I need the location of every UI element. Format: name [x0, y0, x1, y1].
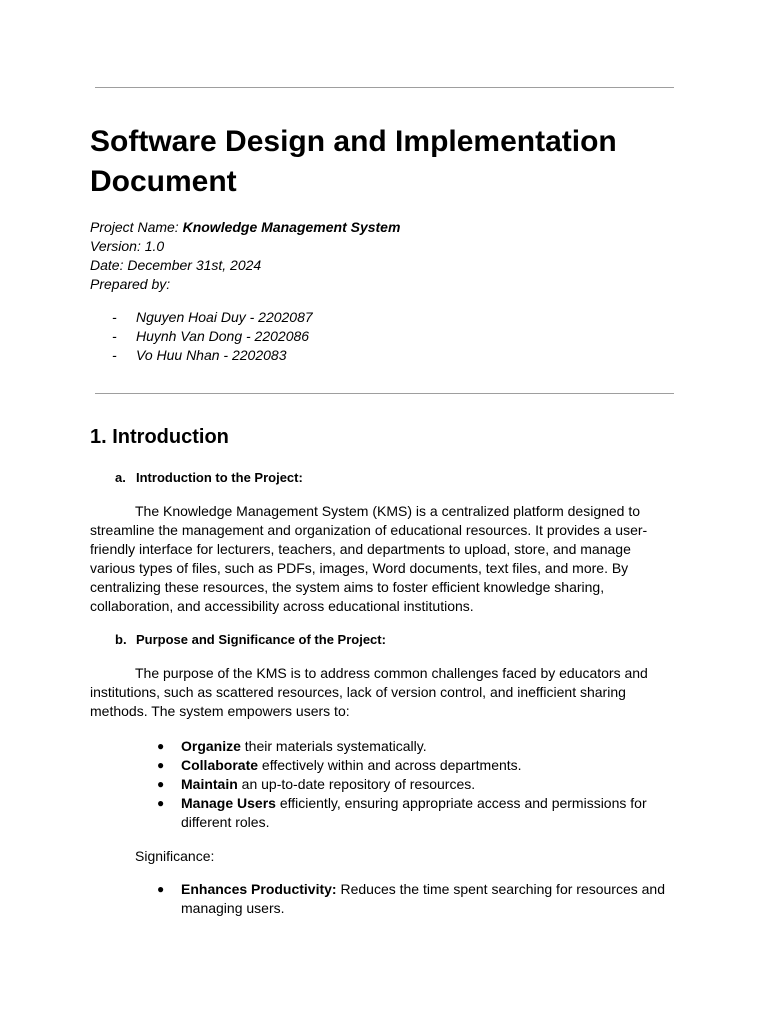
subsection-heading-b — [115, 630, 386, 649]
subsection-title: Introduction to the Project: — [136, 470, 303, 485]
author-name: Vo Huu Nhan - 2202083 — [136, 347, 287, 363]
list-item — [157, 880, 677, 918]
project-name — [90, 218, 400, 237]
bullet-marker: ● — [157, 758, 165, 772]
bullet-marker: ● — [157, 739, 165, 753]
list-marker: a. — [115, 470, 126, 485]
bullet-text: an up-to-date repository of resources. — [237, 776, 476, 792]
dash-marker: - — [112, 309, 117, 325]
bullet-bold: Organize — [181, 738, 241, 754]
dash-marker: - — [112, 347, 117, 363]
section-heading-introduction: 1. Introduction — [90, 426, 229, 448]
document-title: Software Design and Implementation Document — [90, 125, 617, 198]
document-meta — [90, 218, 400, 294]
bullet-marker: ● — [157, 882, 165, 896]
section-divider — [95, 393, 674, 394]
dash-marker: - — [112, 328, 117, 344]
bullet-text: efficiently, ensuring appropriate access and permissions for different roles. — [181, 795, 647, 830]
bullet-bold: Enhances Productivity: — [181, 881, 337, 897]
list-item — [157, 756, 677, 775]
author-name: Huynh Van Dong - 2202086 — [136, 328, 310, 344]
list-item — [157, 775, 677, 794]
author-list — [112, 308, 313, 365]
subsection-heading-a — [115, 468, 303, 487]
bullet-marker: ● — [157, 777, 165, 791]
bullet-bold: Collaborate — [181, 757, 259, 773]
author-name: Nguyen Hoai Duy - 2202087 — [136, 309, 313, 325]
paragraph-purpose: The purpose of the KMS is to address common challenges faced by educators and institutions, such as scattered resources, lack of version control, and inefficient sharing methods. The system empowers users to: — [90, 665, 648, 719]
date: Date: December 31st, 2024 — [90, 257, 262, 273]
bullet-text: Reduces the time spent searching for resources and managing users. — [181, 881, 665, 916]
version: Version: 1.0 — [90, 238, 165, 254]
purpose-bullet-list — [157, 737, 677, 832]
bullet-bold: Manage Users — [181, 795, 276, 811]
bullet-marker: ● — [157, 796, 165, 810]
bullet-text: their materials systematically. — [240, 738, 427, 754]
paragraph-introduction: The Knowledge Management System (KMS) is a centralized platform designed to streamline the management and organization of educational resources. It provides a user-friendly interface for lecturers, teachers, and departments to upload, store, and manage various types of files, such as PDFs, images, Word documents, text files, and more. By centralizing these resources, the system aims to foster efficient knowledge sharing, collaboration, and accessibility across educational institutions. — [90, 503, 648, 614]
bullet-bold: Maintain — [181, 776, 238, 792]
bullet-text: effectively within and across departments. — [258, 757, 522, 773]
project-name-label: Project Name: — [90, 219, 183, 235]
list-item — [112, 308, 313, 327]
top-divider — [95, 87, 674, 88]
list-item — [157, 794, 677, 832]
list-item — [157, 737, 677, 756]
significance-bullet-list — [157, 880, 677, 918]
subsection-title: Purpose and Significance of the Project: — [136, 632, 386, 647]
list-marker: b. — [115, 632, 127, 647]
project-name-value: Knowledge Management System — [182, 219, 401, 235]
list-item — [112, 346, 313, 365]
prepared-by: Prepared by: — [90, 276, 171, 292]
list-item — [112, 327, 313, 346]
significance-label: Significance: — [135, 848, 215, 864]
